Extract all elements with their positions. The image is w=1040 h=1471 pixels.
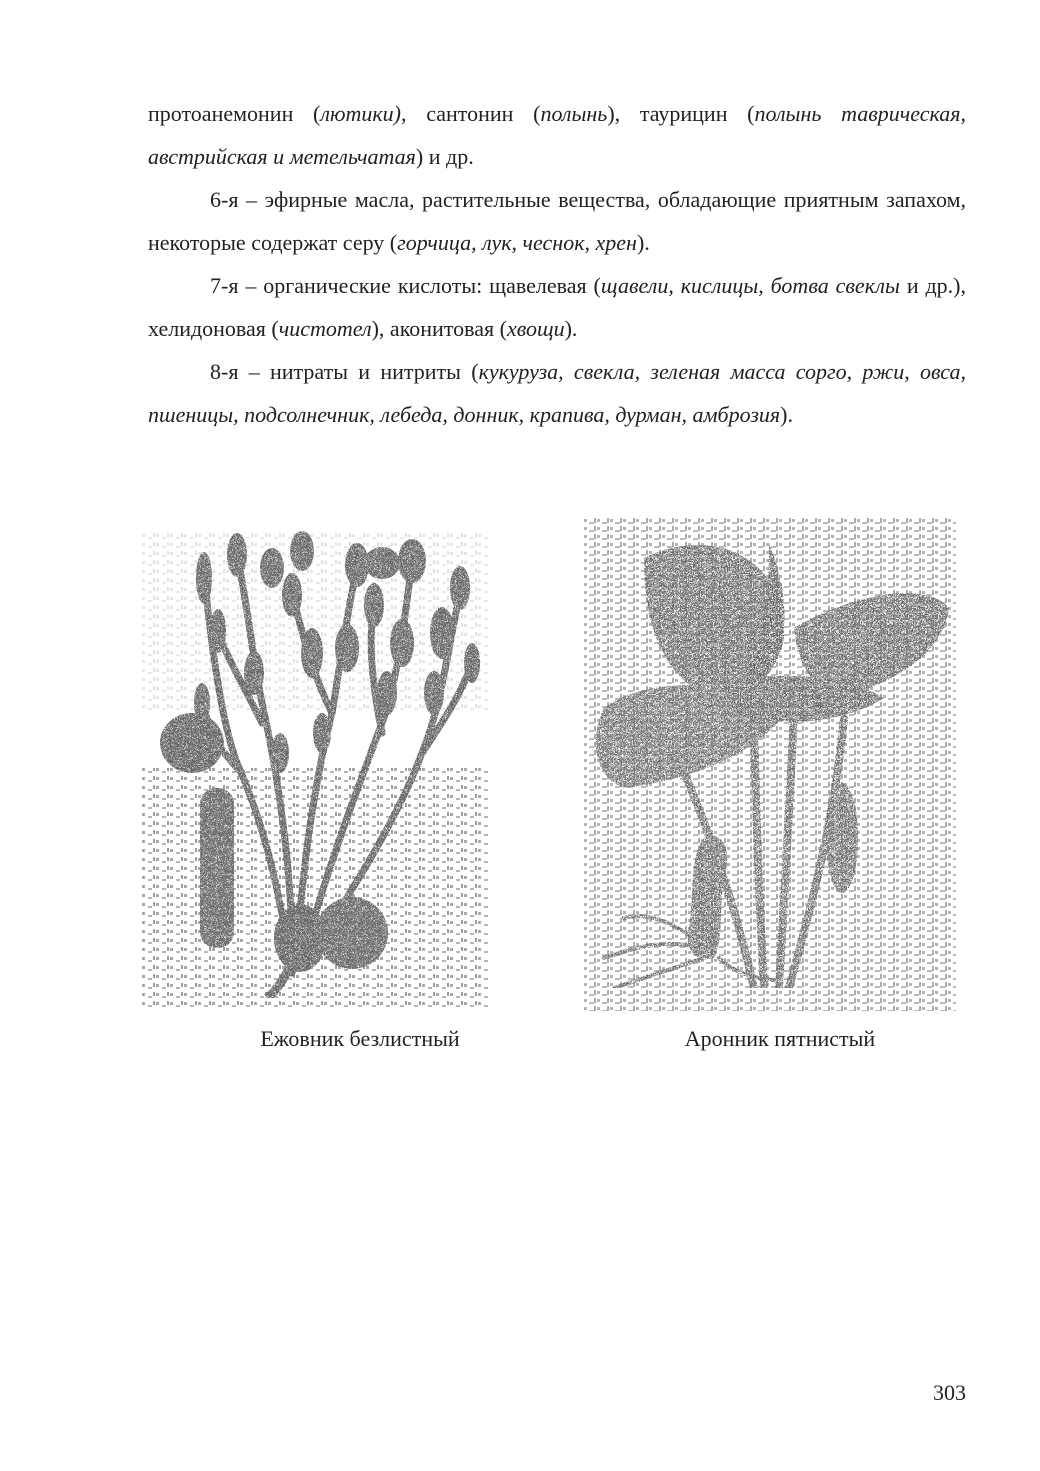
illustration-ezhovnik	[142, 523, 488, 1008]
text-run: протоанемонин (	[148, 101, 321, 126]
aronnik-drawing	[584, 518, 956, 1011]
text-run: 6-я – эфирные масла, растительные вещества, обладающие приятным запахом, некоторые содержат серу (	[148, 187, 966, 255]
text-run: ).	[564, 316, 578, 341]
italic-text: горчица, лук, чеснок, хрен	[397, 230, 637, 255]
text-run: ).	[780, 402, 793, 427]
caption-ezhovnik: Ежовник безлистный	[260, 1026, 460, 1051]
caption-aronnik: Аронник пятнистый	[684, 1026, 876, 1051]
text-run: 8-я – нитраты и нитриты (	[210, 359, 479, 384]
text-run: и др.), хелидоновая (	[148, 273, 966, 341]
italic-text: хвощи	[506, 316, 565, 341]
illustration-aronnik	[584, 518, 956, 1011]
text-run: ), аконитовая (	[371, 316, 507, 341]
text-run: ) и др.	[415, 144, 474, 169]
paragraph	[148, 264, 966, 350]
page-number: 303	[933, 1380, 966, 1405]
paragraph	[148, 350, 966, 436]
text-run: ).	[636, 230, 650, 255]
italic-text: полынь	[540, 101, 608, 126]
text-run: ), таурицин (	[607, 101, 755, 126]
text-run: , сантонин (	[401, 101, 541, 126]
italic-text: кукуруза, свекла, зеленая масса сорго, ржи, овса, пшеницы, подсолнечник, лебеда, донник, крапива, дурман, амброзия	[148, 359, 967, 427]
italic-text: чистотел	[278, 316, 372, 341]
seed-head	[160, 713, 224, 773]
body-text	[148, 92, 966, 436]
paragraph	[148, 178, 966, 264]
text-run: 7-я – органические кислоты: щавелевая (	[210, 273, 601, 298]
italic-text: полынь таврическая, австрийская и метельчатая	[148, 101, 966, 169]
ezhovnik-drawing	[142, 523, 488, 1008]
paragraph	[148, 92, 966, 178]
italic-text: лютики)	[320, 101, 401, 126]
italic-text: щавели, кислицы, ботва свеклы	[600, 273, 900, 298]
